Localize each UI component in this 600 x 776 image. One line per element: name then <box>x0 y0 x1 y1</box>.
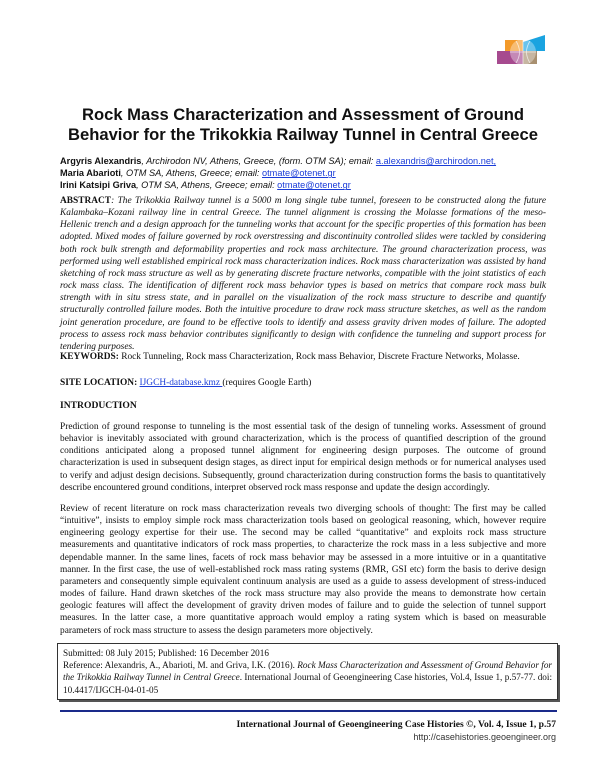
citation-source: . International Journal of Geoengineering Case histories, Vol.4, Issue 1, p.57-77. doi: 10.4417/IJGCH-04-01-05 <box>63 672 553 695</box>
site-location-label: SITE LOCATION: <box>60 378 138 388</box>
paper-title: Rock Mass Characterization and Assessment of Ground Behavior for the Trikokkia Railway Tunnel in Central Greece <box>68 105 538 144</box>
submission-dates: Submitted: 08 July 2015; Published: 16 December 2016 <box>63 648 269 658</box>
author-line <box>60 179 550 191</box>
journal-footer: International Journal of Geoengineering Case Histories ©, Vol. 4, Issue 1, p.57 <box>236 719 556 730</box>
citation-authors: Reference: Alexandris, A., Abarioti, M. and Griva, I.K. (2016). <box>63 660 298 671</box>
site-location-note: (requires Google Earth) <box>222 378 312 388</box>
author-email-link[interactable]: otmate@otenet.gr <box>277 180 351 191</box>
site-location <box>60 377 546 389</box>
journal-url: http://casehistories.geoengineer.org <box>413 732 556 742</box>
author-line <box>60 167 550 179</box>
abstract-label: ABSTRACT <box>60 196 112 206</box>
kmz-link[interactable]: IJGCH-database.kmz <box>139 378 223 388</box>
body-paragraph: Review of recent literature on rock mass characterization reveals two diverging schools of thought: The first may be called “intuitive”, insists to employ simple rock mass characterization tools based on geological reasoning, which, however require engineering geology expertise for their use. The second may be called “quantitative” and exploits rock mass structure measurements and quantitative indicators of rock mass properties, to characterize the rock mass in a less subjective and more dependable manner. In the same lines, facets of rock mass behavior may be assessed in a more intuitive or in a quantitative manner. In the first case, the use of well-established rock mass rating systems (RMR, GSI etc) form the basis to derive design parameters and consequently simple equivalent continuum analysis are used as a guide to assess development of stress-induced modes of failure. Hand drawn sketches of the rock mass structure may also provide the means to demonstrate how certain geologic features will affect the development of gravity driven modes of failure and to guide the selection of tunnel support measures. In the latter case, a more quantitative approach would employ a rating system which is based on measurable parameters of rock mass structure to assess the design parameters more objectively. <box>60 504 546 636</box>
author-email-link[interactable]: a.alexandris@archirodon.net, <box>375 156 497 166</box>
body-paragraph: Prediction of ground response to tunneling is the most essential task of the design of tunneling works. Assessment of ground behavior is inevitably associated with ground characterization, which is the process of quantified description of the ground conditions anticipated along a proposed tunnel alignment for engineering design purposes. The outcome of ground characterization is used in subsequent design stages, as direct input for empirical design methods or for numerical analyses used to verify and adjust design decisions. Subsequently, ground characterization during construction forms the basis to quantitatively describe encountered ground conditions, interpret observed rock mass response and update the design accordingly. <box>60 422 546 493</box>
keywords-label: KEYWORDS: <box>60 352 119 362</box>
author-affiliation: , Archirodon NV, Athens, Greece, (form. OTM SA); email: <box>141 156 376 166</box>
author-list <box>60 155 550 192</box>
author-name: Irini Katsipi Griva <box>60 180 137 191</box>
author-name: Maria Abarioti <box>60 168 121 179</box>
citation-title: Rock Mass Characterization and Assessment of Ground Behavior for the Trikokkia Railway Tunnel in Central Greece <box>63 660 552 683</box>
abstract-text: : The Trikokkia Railway tunnel is a 5000 m long single tube tunnel, foreseen to be constructed along the future Kalambaka–Kozani railway line in central Greece. The tunnel alignment is crossing the Molasse formations of the meso-Hellenic trench and a design approach for the tunneling works that account for the specific properties of this formation has been adopted. Mixed modes of failure governed by rock overstressing and discontinuity controlled slides were tackled by considering both rock bulk strength and deformability properties and rock mass architecture. The ground characterization process, was performed using well established empirical rock mass characterization indices. Rock mass characterization was assisted by hand sketching of rock mass structure as well as by generating discrete fracture networks, compatible with the joint statistics of each rock mass class. The identification of different rock mass behavior types is based on metrics that compare rock mass bulk strength with in situ stress state, and in parallel on the visualization of the rock mass structure to describe and quantify structurally controlled failure modes. Both the intuitive procedure to draw rock mass structure sketches, as well as the random joint generation procedure, are found to be effective tools to identify and assess gravity driven modes of failure. The adopted process to assess rock mass behavior contributes significantly to design with confidence the tunneling and support process for tendering purposes. <box>60 196 546 352</box>
section-heading: INTRODUCTION <box>60 400 137 411</box>
citation <box>63 659 552 696</box>
reference-box <box>57 643 558 700</box>
keywords-text: Rock Tunneling, Rock mass Characterization, Rock mass Behavior, Discrete Fracture Networks, Molasse. <box>118 352 520 362</box>
author-line <box>60 155 550 167</box>
journal-logo <box>497 34 545 68</box>
author-email-link[interactable]: otmate@otenet.gr <box>262 168 336 179</box>
keywords <box>60 351 546 363</box>
abstract <box>60 195 546 353</box>
author-affiliation: , OTM SA, Athens, Greece; email: <box>120 168 263 179</box>
author-affiliation: , OTM SA, Athens, Greece; email: <box>136 180 278 191</box>
footer-divider <box>60 710 557 712</box>
author-name: Argyris Alexandris <box>60 156 142 166</box>
